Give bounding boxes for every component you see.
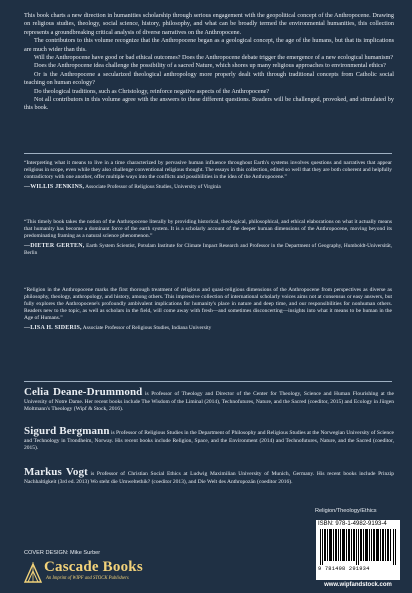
editor-bio-deane-drummond bbox=[24, 386, 394, 414]
endorsement-sideris bbox=[24, 287, 392, 333]
endorsement-attribution bbox=[24, 243, 392, 257]
endorser-affiliation: Associate Professor of Religious Studies, Indiana University bbox=[81, 325, 212, 332]
barcode-icon bbox=[320, 529, 396, 565]
editor-bio-vogt bbox=[24, 466, 394, 486]
isbn-label: ISBN: 978-1-4982-9193-4 bbox=[318, 521, 387, 527]
endorsement-gerten bbox=[24, 219, 392, 257]
description-paragraph: Or is the Anthropocene a secularized theological anthropology more properly dealt with through traditional concepts from Catholic social teaching on human ecology? bbox=[24, 70, 394, 87]
endorser-affiliation: Associate Professor of Religious Studies, University of Virginia bbox=[84, 184, 221, 191]
divider bbox=[24, 381, 392, 382]
editor-bio: is Professor of Religious Studies in the Department of Philosophy and Religious Studies at the Norwegian University of Science and Technology in Trondheim, Norway. His recent books include Religion, Space, and the Environment (2014) and Technofutures, Nature, and the Sacred (coeditor, 2015). bbox=[24, 430, 394, 451]
publisher-logo bbox=[24, 559, 164, 587]
description-paragraph: This book charts a new direction in humanities scholarship through serious engagement with the geopolitical concept of the Anthropocene. Drawing on religious studies, theology, social science, history, philosophy, and what can be broadly termed the environmental humanities, this collection represents a groundbreaking critical analysis of diverse narratives on the Anthropocene. bbox=[24, 12, 394, 36]
publisher-imprint: An Imprint of WIPF and STOCK Publishers bbox=[46, 576, 129, 581]
endorsement-attribution bbox=[24, 184, 392, 191]
editor-name: Markus Vogt bbox=[24, 466, 88, 478]
endorser-name: —DIETER GERTEN, bbox=[24, 243, 85, 250]
description-paragraph: Not all contributors in this volume agree with the answers to these different questions. Readers will be challenged, provoked, and stimulated by this book. bbox=[24, 96, 394, 112]
endorser-name: —WILLIS JENKINS, bbox=[24, 184, 85, 191]
endorsement-jenkins bbox=[24, 160, 392, 191]
category-label: Religion/Theology/Ethics bbox=[315, 508, 377, 514]
cascade-logo-icon bbox=[24, 560, 42, 584]
editor-bio: is Professor of Theology and Director of the Center for Theology, Science and Human Flourishing at the University of Notre Dame. Her recent books include The Wisdom of the Liminal (2014), Technofutures, Nature, and the Sacred (coeditor, 2015) and Ecology in Jürgen Moltmann's Theology (Wipf & Stock, 2016). bbox=[24, 391, 394, 412]
endorsement-quote: “Religion in the Anthropocene marks the first thorough treatment of religious and quasi-religious dimensions of the Anthropocene from perspectives as diverse as philosophy, theology, anthropology, and history, among others. This impressive collection of international scholarly voices aims not at consensus or easy answers, but fully explores the Anthropocene's profoundly ambivalent implications for humanity's place in nature and deep time, and our responsibilities for nonhuman others. Readers new to the topic, as well as scholars in the field, will come away with fresh—and sometimes disconcerting—insights into what it means to be human in the Age of Humans.” bbox=[24, 287, 392, 322]
endorsement-quote: “Interpreting what it means to live in a time characterized by pervasive human influence throughout Earth's systems involves questions and narratives that appear religious in scope, even while they also challenge conventional religious thought. The essays in this collection, edited so well that they are both coherent and helpfully contradictory with one another, offer multiple ways into the conflicts and possibilities in the idea of the Anthropocene.” bbox=[24, 160, 392, 181]
editor-bio: is Professor of Christian Social Ethics at Ludwig Maximilian University of Munich, Germany. His recent books include Prinzip Nachhaltigkeit (3rd ed. 2013) Wo steht die Umweltethik? (coeditor 2013), and Die Welt des Anthropozän (coeditor 2016). bbox=[24, 471, 394, 485]
publisher-name: Cascade Books bbox=[44, 559, 143, 575]
barcode-box bbox=[316, 520, 400, 580]
endorsement-attribution bbox=[24, 325, 392, 332]
description-paragraph: Do theological traditions, such as Christology, reinforce negative aspects of the Anthropocene? bbox=[34, 87, 270, 95]
description-paragraph: The contributors to this volume recognize that the Anthropocene began as a geological concept, the age of the humans, but that its implications are much wider than this. bbox=[24, 37, 394, 53]
book-description bbox=[24, 12, 394, 113]
endorser-name: —LISA H. SIDERIS, bbox=[24, 325, 82, 332]
editor-name: Celia Deane-Drummond bbox=[24, 386, 143, 398]
publisher-url[interactable]: www.wipfandstock.com bbox=[324, 582, 392, 588]
endorsement-quote: “This timely book takes the notion of the Anthropocene literally by providing historical, theological, philosophical, and ethical elaborations on what it actually means that humanity has become a dominant force of the earth system. It is a scholarly account of the deeper human dimensions of the Anthropocene, moving beyond its predominating framing as a natural science phenomenon.” bbox=[24, 219, 392, 240]
description-paragraph: Does the Anthropocene idea challenge the possibility of a sacred Nature, which shores up many religious approaches to environmental ethics? bbox=[34, 62, 386, 70]
cover-design-credit: COVER DESIGN: Mike Surber bbox=[24, 550, 101, 556]
editor-name: Sigurd Bergmann bbox=[24, 425, 110, 437]
endorser-affiliation: Earth System Scientist, Potsdam Institute for Climate Impact Research and Professor in the Department of Geography, Humboldt-Universität, Berlin bbox=[24, 243, 392, 257]
editor-bio-bergmann bbox=[24, 425, 394, 453]
divider bbox=[24, 153, 392, 154]
description-paragraph: Will the Anthropocene have good or bad ethical outcomes? Does the Anthropocene debate trigger the emergence of a new ecological humanism? bbox=[34, 54, 394, 62]
barcode-digits: 9 781498 291934 bbox=[318, 566, 370, 572]
